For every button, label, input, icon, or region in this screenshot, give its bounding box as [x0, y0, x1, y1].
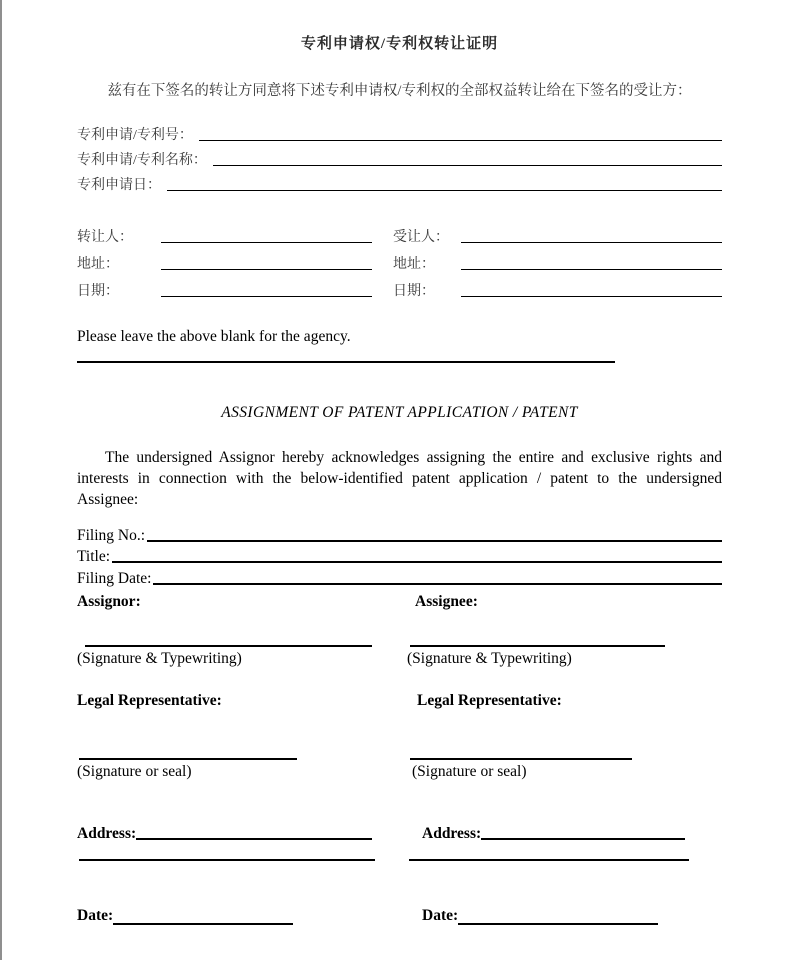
- filing-no-label: Filing No.:: [77, 526, 146, 544]
- signature-block: [77, 593, 722, 925]
- field-row-filing-no: [77, 523, 722, 545]
- field-row-filing-date-cn: [77, 169, 722, 194]
- row-assignor-date-cn: [77, 273, 372, 300]
- agency-note: Please leave the above blank for the agency.: [77, 328, 351, 345]
- title-en-label: Title:: [77, 548, 111, 565]
- filing-date-cn-label: 专利申请日：: [77, 178, 161, 193]
- assignee-date-cn-blank[interactable]: [461, 286, 722, 297]
- en-document-title: ASSIGNMENT OF PATENT APPLICATION / PATENT: [221, 404, 578, 421]
- assignor-date-row: [77, 907, 393, 925]
- assignor-column-en: [77, 593, 393, 925]
- field-row-patent-title: [77, 144, 722, 169]
- assignor-address-label: Address:: [77, 824, 137, 842]
- row-assignor-cn: [77, 219, 372, 246]
- en-filing-fields: [77, 523, 722, 588]
- assignee-date-row: [422, 907, 722, 925]
- assignor-address-cn-blank[interactable]: [161, 259, 372, 270]
- assignor-cn-label: 转让人：: [77, 230, 133, 245]
- assignee-signature-caption: (Signature & Typewriting): [407, 649, 572, 667]
- row-assignee-cn: [393, 219, 722, 246]
- assignee-signature-line[interactable]: [410, 645, 665, 647]
- assignee-address-row: [422, 825, 685, 843]
- assignee-label: Assignee:: [415, 592, 478, 610]
- title-en-blank[interactable]: [112, 551, 722, 563]
- patent-number-blank[interactable]: [199, 130, 722, 141]
- assignor-seal-caption: (Signature or seal): [77, 762, 192, 780]
- filing-no-blank[interactable]: [147, 530, 722, 542]
- assignor-date-cn-blank[interactable]: [161, 286, 372, 297]
- assignor-column-cn: [77, 219, 393, 300]
- assignor-label: Assignor:: [77, 592, 141, 610]
- row-assignee-address-cn: [393, 246, 722, 273]
- en-intro-paragraph: The undersigned Assignor hereby acknowledges assigning the entire and exclusive rights and interests in connection with the below-identified patent application / patent to the undersigned Assignee:: [77, 449, 722, 508]
- cn-patent-fields: [77, 119, 722, 194]
- filing-date-cn-blank[interactable]: [167, 180, 722, 191]
- assignor-date-cn-label: 日期：: [77, 284, 119, 299]
- row-assignor-address-cn: [77, 246, 372, 273]
- assignee-cn-label: 受让人：: [393, 230, 449, 245]
- patent-number-label: 专利申请/专利号：: [77, 128, 193, 143]
- cn-intro-paragraph: 兹有在下签名的转让方同意将下述专利申请权/专利权的全部权益转让给在下签名的受让方：: [107, 83, 692, 99]
- filing-date-en-label: Filing Date:: [77, 569, 152, 587]
- assignee-date-blank[interactable]: [458, 913, 658, 925]
- assignee-cn-blank[interactable]: [461, 232, 722, 243]
- assignee-address-cn-label: 地址：: [393, 257, 435, 272]
- assignee-address-cn-blank[interactable]: [461, 259, 722, 270]
- assignor-date-blank[interactable]: [113, 913, 293, 925]
- agency-separator-rule: [77, 361, 615, 363]
- cn-parties-block: [77, 219, 722, 300]
- assignee-legal-rep-label: Legal Representative:: [417, 691, 562, 709]
- assignor-signature-line[interactable]: [85, 645, 372, 647]
- assignee-address-label: Address:: [422, 824, 482, 842]
- filing-date-en-blank[interactable]: [153, 573, 722, 585]
- assignor-date-label: Date:: [77, 906, 114, 924]
- assignor-address-row: [77, 825, 372, 843]
- assignee-column-en: [393, 593, 722, 925]
- row-assignee-date-cn: [393, 273, 722, 300]
- field-row-filing-date-en: [77, 566, 722, 588]
- patent-title-blank[interactable]: [213, 155, 722, 166]
- field-row-title-en: [77, 545, 722, 567]
- assignee-date-cn-label: 日期：: [393, 284, 435, 299]
- assignor-cn-blank[interactable]: [161, 232, 372, 243]
- cn-document-title: 专利申请权/专利权转让证明: [300, 36, 499, 52]
- assignor-signature-caption: (Signature & Typewriting): [77, 649, 242, 667]
- field-row-patent-number: [77, 119, 722, 144]
- patent-title-label: 专利申请/专利名称：: [77, 153, 207, 168]
- assignor-legal-rep-signature-line[interactable]: [79, 758, 297, 760]
- assignee-address-blank[interactable]: [481, 828, 685, 840]
- assignor-legal-rep-label: Legal Representative:: [77, 691, 222, 709]
- assignee-column-cn: [393, 219, 722, 300]
- assignor-address-blank[interactable]: [136, 828, 372, 840]
- assignee-date-label: Date:: [422, 906, 459, 924]
- assignee-seal-caption: (Signature or seal): [412, 762, 527, 780]
- assignor-address-blank-line2[interactable]: [79, 859, 375, 861]
- assignor-address-cn-label: 地址：: [77, 257, 119, 272]
- assignee-address-blank-line2[interactable]: [409, 859, 689, 861]
- assignee-legal-rep-signature-line[interactable]: [410, 758, 632, 760]
